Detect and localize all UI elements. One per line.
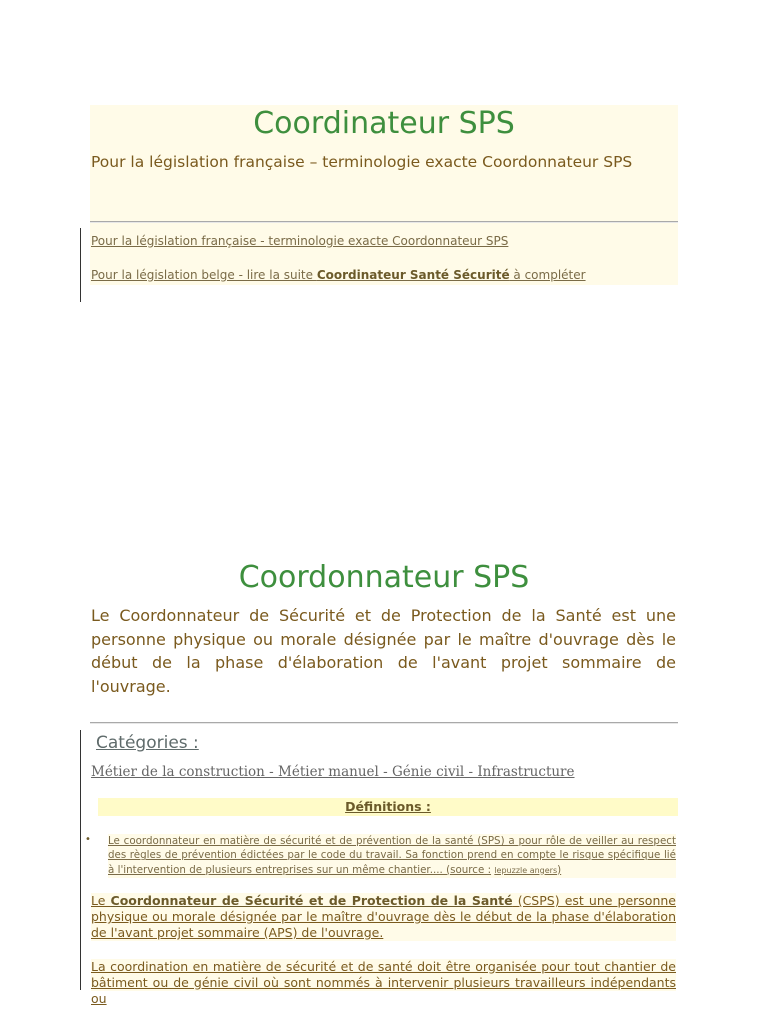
definition-item[interactable] bbox=[108, 834, 676, 878]
categories-heading: Catégories : bbox=[96, 733, 199, 753]
definition-text: Le coordonnateur en matière de sécurité et de prévention de la santé (SPS) a pour rôle de veiller au respect des règles de prévention édictées par le code du travail. Sa fonction prend en compte le risque spécifique lié à l'intervention de plusieurs entreprises sur un même chantier.... (source : bbox=[108, 835, 676, 876]
link-french-legislation[interactable]: Pour la législation française - terminologie exacte Coordonnateur SPS bbox=[91, 234, 509, 248]
link2-suffix: à compléter bbox=[509, 268, 586, 282]
section-title: Coordonnateur SPS bbox=[238, 560, 530, 595]
definitions-heading: Définitions : bbox=[345, 799, 431, 814]
page-subtitle: Pour la législation française – terminologie exacte Coordonnateur SPS bbox=[91, 153, 633, 171]
divider-2 bbox=[90, 722, 678, 724]
quote-bar bbox=[80, 228, 81, 302]
link2-prefix: Pour la législation belge - lire la suite bbox=[91, 268, 317, 282]
para1-rest: (CSPS) est une personne physique ou morale désignée par le maître d'ouvrage dès le début de la phase d'élaboration de l'avant projet sommaire (APS) de l'ouvrage. bbox=[91, 893, 676, 940]
intro-paragraph: Le Coordonnateur de Sécurité et de Protection de la Santé est une personne physique ou morale désignée par le maître d'ouvrage dès le début de la phase d'élaboration de l'avant projet sommaire de l'ouvrage. bbox=[91, 606, 676, 696]
quote-bar-2 bbox=[80, 730, 81, 990]
definition-source: lepuzzle angers bbox=[494, 865, 558, 875]
coordination-paragraph[interactable] bbox=[91, 959, 676, 1006]
categories-links[interactable]: Métier de la construction - Métier manuel - Génie civil - Infrastructure bbox=[91, 764, 575, 780]
para1-prefix: Le bbox=[91, 893, 111, 908]
definition-close: ) bbox=[557, 863, 562, 876]
bullet-icon: • bbox=[85, 834, 91, 845]
para1-bold: Coordonnateur de Sécurité et de Protection de la Santé bbox=[110, 893, 513, 908]
page-title: Coordinateur SPS bbox=[253, 106, 515, 141]
definitions-bar bbox=[98, 798, 678, 816]
divider bbox=[90, 221, 678, 223]
link2-bold: Coordinateur Santé Sécurité bbox=[316, 268, 510, 282]
definition-paragraph[interactable] bbox=[91, 893, 676, 941]
para2-text: La coordination en matière de sécurité et de santé doit être organisée pour tout chantier de bâtiment ou de génie civil où sont nommés à intervenir plusieurs travailleurs indépendants ou bbox=[91, 959, 676, 1006]
link-belgian-legislation[interactable] bbox=[91, 268, 586, 282]
